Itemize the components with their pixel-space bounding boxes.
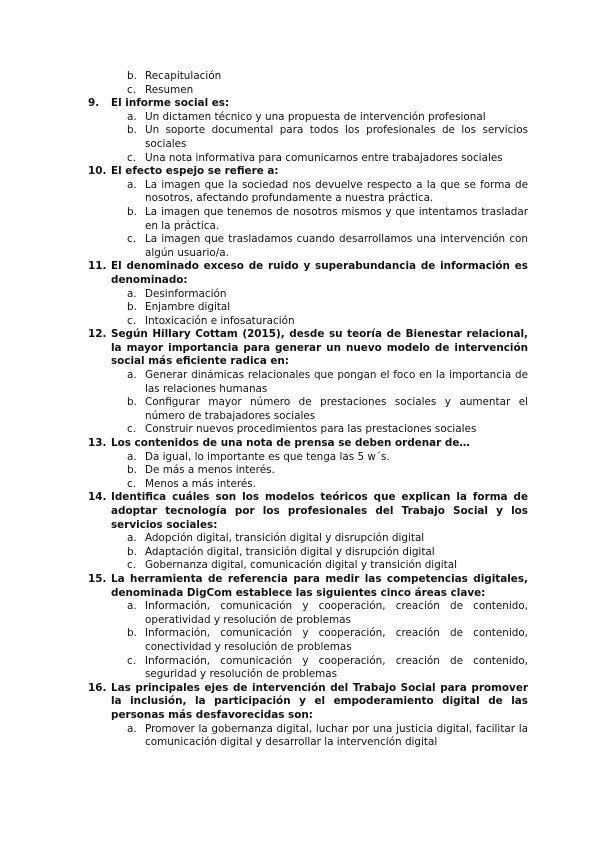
option-letter: a. xyxy=(127,369,137,382)
question-text: El efecto espejo se refiere a: xyxy=(111,165,279,178)
question-16 xyxy=(88,682,528,723)
question-14 xyxy=(88,491,528,532)
options-12 xyxy=(88,369,528,437)
option-letter: a. xyxy=(127,600,137,613)
options-15 xyxy=(88,600,528,682)
option xyxy=(88,301,528,315)
option-letter: c. xyxy=(127,477,137,490)
options-13 xyxy=(88,451,528,492)
option-letter: b. xyxy=(127,627,137,640)
option-text: Desinformación xyxy=(145,287,227,300)
option xyxy=(88,70,528,84)
option xyxy=(88,723,528,750)
option-text: Construir nuevos procedimientos para las prestaciones sociales xyxy=(145,423,477,436)
option-text: Menos a más interés. xyxy=(145,477,256,490)
option xyxy=(88,206,528,233)
option-letter: b. xyxy=(127,301,137,314)
option xyxy=(88,179,528,206)
question-text: El informe social es: xyxy=(111,97,230,110)
option xyxy=(88,423,528,437)
question-number: 12. xyxy=(88,328,107,341)
question-11 xyxy=(88,260,528,287)
question-number: 15. xyxy=(88,572,107,585)
question-text: El denominado exceso de ruido y superabundancia de información es denominado: xyxy=(111,260,528,286)
option xyxy=(88,152,528,166)
option-text: Gobernanza digital, comunicación digital y transición digital xyxy=(145,559,458,572)
option-text: Resumen xyxy=(145,83,194,96)
option-text: La imagen que la sociedad nos devuelve respecto a la que se forma de nosotros, afectando profundamente a nuestra práctica. xyxy=(145,178,528,205)
option xyxy=(88,559,528,573)
option xyxy=(88,546,528,560)
option xyxy=(88,655,528,682)
question-number: 10. xyxy=(88,165,107,178)
option xyxy=(88,451,528,465)
option-letter: c. xyxy=(127,83,137,96)
question-text: Los contenidos de una nota de prensa se deben ordenar de… xyxy=(111,437,470,450)
option-text: La imagen que trasladamos cuando desarrollamos una intervención con algún usuario/a. xyxy=(145,233,528,259)
option xyxy=(88,627,528,654)
option-letter: b. xyxy=(127,545,137,558)
option xyxy=(88,288,528,302)
option-text: Una nota informativa para comunicarnos entre trabajadores sociales xyxy=(145,151,503,164)
option xyxy=(88,532,528,546)
question-number: 13. xyxy=(88,437,107,450)
option-text: Información, comunicación y cooperación, creación de contenido, operatividad y resolución de problemas xyxy=(145,600,528,626)
option-letter: c. xyxy=(127,233,137,246)
option-letter: a. xyxy=(127,110,137,123)
option-text: Adaptación digital, transición digital y disrupción digital xyxy=(145,545,435,558)
option-text: Enjambre digital xyxy=(145,301,231,314)
option-letter: c. xyxy=(127,559,137,572)
option-text: Recapitulación xyxy=(145,70,222,82)
option-text: Un soporte documental para todos los profesionales de los servicios sociales xyxy=(145,124,528,150)
option-text: Información, comunicación y cooperación, creación de contenido, seguridad y resolución de problemas xyxy=(145,654,528,681)
options-14 xyxy=(88,532,528,573)
option-text: Un dictamen técnico y una propuesta de intervención profesional xyxy=(145,110,486,123)
option xyxy=(88,478,528,492)
option-letter: c. xyxy=(127,151,137,164)
option-text: La imagen que tenemos de nosotros mismos y que intentamos trasladar en la práctica. xyxy=(145,205,528,232)
question-text: Según Hillary Cottam (2015), desde su teoría de Bienestar relacional, la mayor importancia para generar un nuevo modelo de intervención social más eficiente radica en: xyxy=(111,328,528,368)
option xyxy=(88,315,528,329)
question-number: 16. xyxy=(88,681,107,694)
option-letter: b. xyxy=(127,396,137,409)
option-letter: c. xyxy=(127,654,137,667)
option-text: Información, comunicación y cooperación, creación de contenido, conectividad y resolución de problemas xyxy=(145,627,528,653)
question-10 xyxy=(88,165,528,179)
option xyxy=(88,464,528,478)
option-letter: b. xyxy=(127,205,137,218)
option-letter: a. xyxy=(127,450,137,463)
continued-options xyxy=(88,70,528,97)
option-letter: a. xyxy=(127,532,137,545)
option-letter: b. xyxy=(127,124,137,137)
options-10 xyxy=(88,179,528,261)
options-11 xyxy=(88,288,528,329)
option-letter: b. xyxy=(127,464,137,477)
option-text: Da igual, lo importante es que tenga las 5 w´s. xyxy=(145,450,390,463)
question-list xyxy=(88,70,528,750)
option xyxy=(88,84,528,98)
option-text: Intoxicación e infosaturación xyxy=(145,314,295,327)
option xyxy=(88,396,528,423)
option-letter: a. xyxy=(127,178,137,191)
option-letter: b. xyxy=(127,70,137,82)
option-letter: c. xyxy=(127,423,137,436)
option-letter: c. xyxy=(127,314,137,327)
question-9 xyxy=(88,97,528,111)
question-number: 11. xyxy=(88,260,107,273)
question-number: 14. xyxy=(88,491,107,504)
options-9 xyxy=(88,111,528,165)
question-12 xyxy=(88,328,528,369)
option-text: Configurar mayor número de prestaciones sociales y aumentar el número de trabajadores sociales xyxy=(145,396,528,422)
option-text: De más a menos interés. xyxy=(145,464,275,477)
option xyxy=(88,111,528,125)
options-16 xyxy=(88,723,528,750)
question-number: 9. xyxy=(88,97,100,110)
question-15 xyxy=(88,573,528,600)
question-text: Las principales ejes de intervención del Trabajo Social para promover la inclusión, la participación y el empoderamiento digital de las personas más desfavorecidas son: xyxy=(111,681,528,721)
option xyxy=(88,124,528,151)
option-text: Generar dinámicas relacionales que pongan el foco en la importancia de las relaciones humanas xyxy=(145,369,528,395)
option-letter: a. xyxy=(127,287,137,300)
option-letter: a. xyxy=(127,722,137,735)
option xyxy=(88,233,528,260)
question-text: Identifica cuáles son los modelos teóricos que explican la forma de adoptar tecnología por los profesionales del Trabajo Social y los servicios sociales: xyxy=(111,491,528,531)
question-text: La herramienta de referencia para medir las competencias digitales, denominada DigCom establece las siguientes cinco áreas clave: xyxy=(111,572,528,599)
option xyxy=(88,600,528,627)
option-text: Promover la gobernanza digital, luchar por una justicia digital, facilitar la comunicación digital y desarrollar la intervención digital xyxy=(145,722,528,749)
question-13 xyxy=(88,437,528,451)
option-text: Adopción digital, transición digital y disrupción digital xyxy=(145,532,425,545)
option xyxy=(88,369,528,396)
